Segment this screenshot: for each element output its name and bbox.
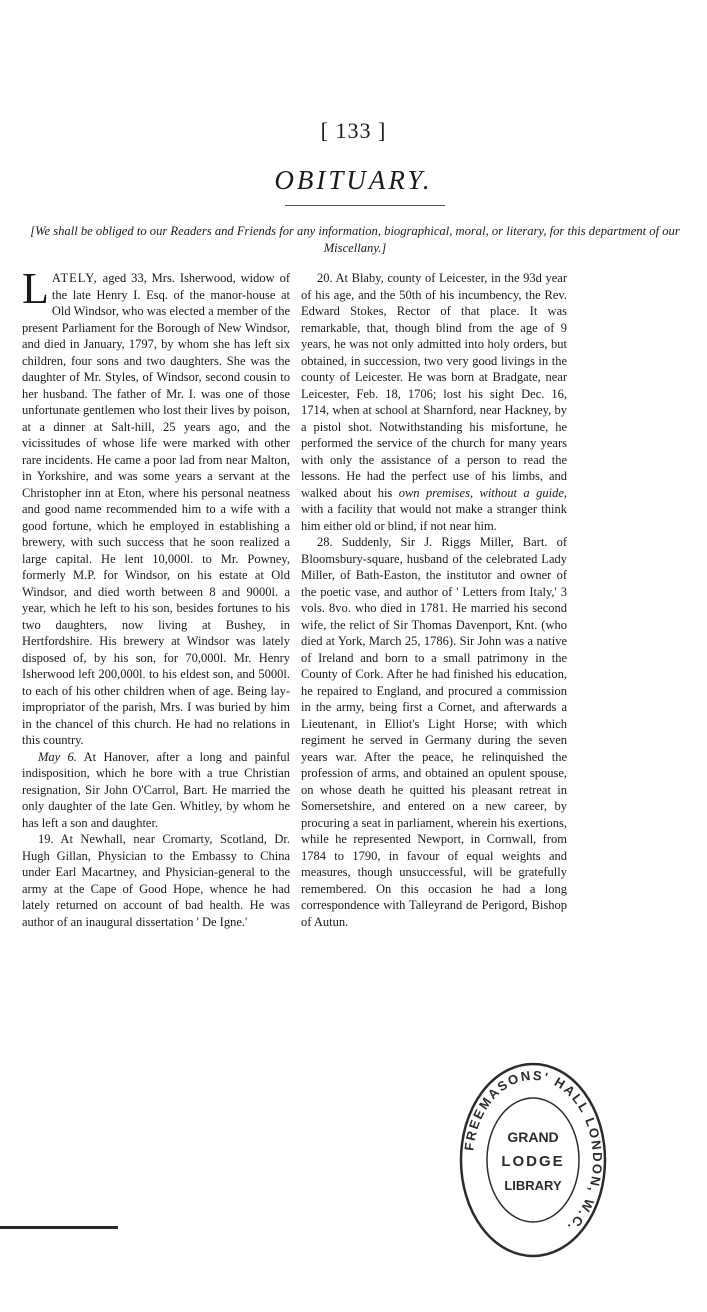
entry-stokes — [301, 270, 567, 534]
entry-text: At Blaby, county of Leicester, in the 93d year of his age, and the 50th of his incumbency, the Rev. Edward Stokes, Rector of that place. It was remarkable, that, though blind from the age of 9 years, he was not only admitted into holy orders, but obtained, in succession, two very good livings in the county of Leicester. He was born at Bradgate, near Leicester, Feb. 18, 1706; lost his sight Dec. 16, 1714, when at school at Sharnford, near Hackney, by a pistol shot. Notwithstanding his misfortune, he performed the service of the church for many years with only the assistance of a person to read the lessons. He had the perfect use of his limbs, and walked about his — [301, 271, 567, 500]
entry-text: aged 33, Mrs. Isherwood, widow of the late Henry I. Esq. of the manor-house at Old Windsor, who was elected a member of the present Parliament for the Borough of New Windsor, and died in January, 1797, by whom she has left six children, four sons and two daughters. She was the daughter of Mr. Styles, of Windsor, second cousin to her husband. The father of Mr. I. was one of those unfortunate gentlemen who lost their lives by poison, at a dinner at Salt-hill, 25 years ago, and the vicissitudes of whose life were marked with other rare incidents. He came a poor lad from near Malton, in Yorkshire, and was some years a servant at the Christopher inn at Eton, where his personal neatness and good name recommended him to a wife with a good fortune, which he employed in establishing a brewery, with such success that he soon realized a large capital. He lent 10,000l. to Mr. Powney, formerly M.P. for Windsor, on his estate at Old Windsor, and died worth between 8 and 9000l. a year, which he left to his son, besides fortunes to his two daughters, now living at Bushey, in Hertfordshire. His brewery at Windsor was lately disposed of, by his son, for 70,000l. Mr. Henry Isherwood left 200,000l. to his eldest son, and 5000l. to each of his other children when of age. Being lay-impropriator of the parish, Mrs. I was buried by him in the chancel of this church. He had no relations in this country. — [22, 271, 290, 747]
entry-italic-text: own premises, without a guide, — [398, 485, 567, 500]
stamp-line-lodge: LODGE — [501, 1153, 565, 1170]
entry-date: 20. — [317, 271, 333, 285]
title-rule — [285, 205, 445, 206]
drop-cap: L — [22, 264, 49, 313]
library-stamp — [458, 1060, 608, 1260]
margin-rule — [0, 1226, 118, 1229]
entry-text: At Hanover, after a long and painful indisposition, which he bore with a true Christian resignation, Sir John O'Carrol, Bart. He married the only daughter of the late Gen. Whitley, by whom he has left a son and daughter. — [22, 749, 290, 830]
page-number: [ 133 ] — [320, 118, 387, 143]
stamp-line-library: LIBRARY — [504, 1178, 562, 1193]
page-title: OBITUARY. — [274, 165, 433, 195]
entry-text: At Newhall, near Cromarty, Scotland, Dr. Hugh Gillan, Physician to the Embassy to China under Earl Macartney, and Physician-general to the army at the Cape of Good Hope, whence he had lately returned on account of bad health. He was author of an inaugural dissertation ' De Igne.' — [22, 832, 290, 929]
stamp-line-grand: GRAND — [507, 1129, 559, 1145]
entry-date: 19. — [38, 832, 54, 846]
entry-miller — [301, 534, 567, 930]
lead-word: ATELY, — [51, 271, 98, 285]
entry-date: 28. — [317, 535, 333, 549]
right-column — [301, 270, 567, 930]
entry-text-tail: with a facility that would not make a stranger think him either old or blind, if not near him. — [301, 502, 567, 533]
left-column — [22, 264, 290, 930]
stamp-ring-text: FREEMASONS' HALL LONDON, W.C. — [461, 1067, 606, 1236]
entry-text: Suddenly, Sir J. Riggs Miller, Bart. of Bloomsbury-square, husband of the celebrated Lady Miller, of Bath-Easton, the institutor and owner of the poetic vase, and author of ' Letters from Italy,' 3 vols. 8vo. who died in 1781. He married his second wife, the relict of Sir Thomas Davenport, Knt. (who died at York, March 25, 1786). Sir John was a native of Ireland and born to a small patrimony in the County of Cork. After he had finished his education, he repaired to England, and procured a commission in the army, being first a Cornet, and afterwards a Lieutenant, in Elliot's Light Horse; with which regiment he served in Germany during the seven years war. After the peace, he relinquished the profession of arms, and obtained an opulent spouse, on whose death he quitted his pleasant retreat in Somersetshire, and entered on a new career, by procuring a seat in parliament, wherein his exertions, while he represented Newport, in Cornwall, from 1784 to 1790, in favour of equal weights and measures, though unsuccessful, will be gratefully remembered. On this occasion he had a long correspondence with Talleyrand de Perigord, Bishop of Autun. — [301, 535, 568, 929]
entry-ocarrol — [22, 749, 290, 832]
entry-isherwood — [22, 264, 290, 749]
entry-gillan — [22, 831, 290, 930]
entry-date: May 6. — [38, 749, 77, 764]
editorial-note: [We shall be obliged to our Readers and Friends for any information, biographical, moral, or literary, for this department of our Miscellany.] — [30, 224, 680, 255]
